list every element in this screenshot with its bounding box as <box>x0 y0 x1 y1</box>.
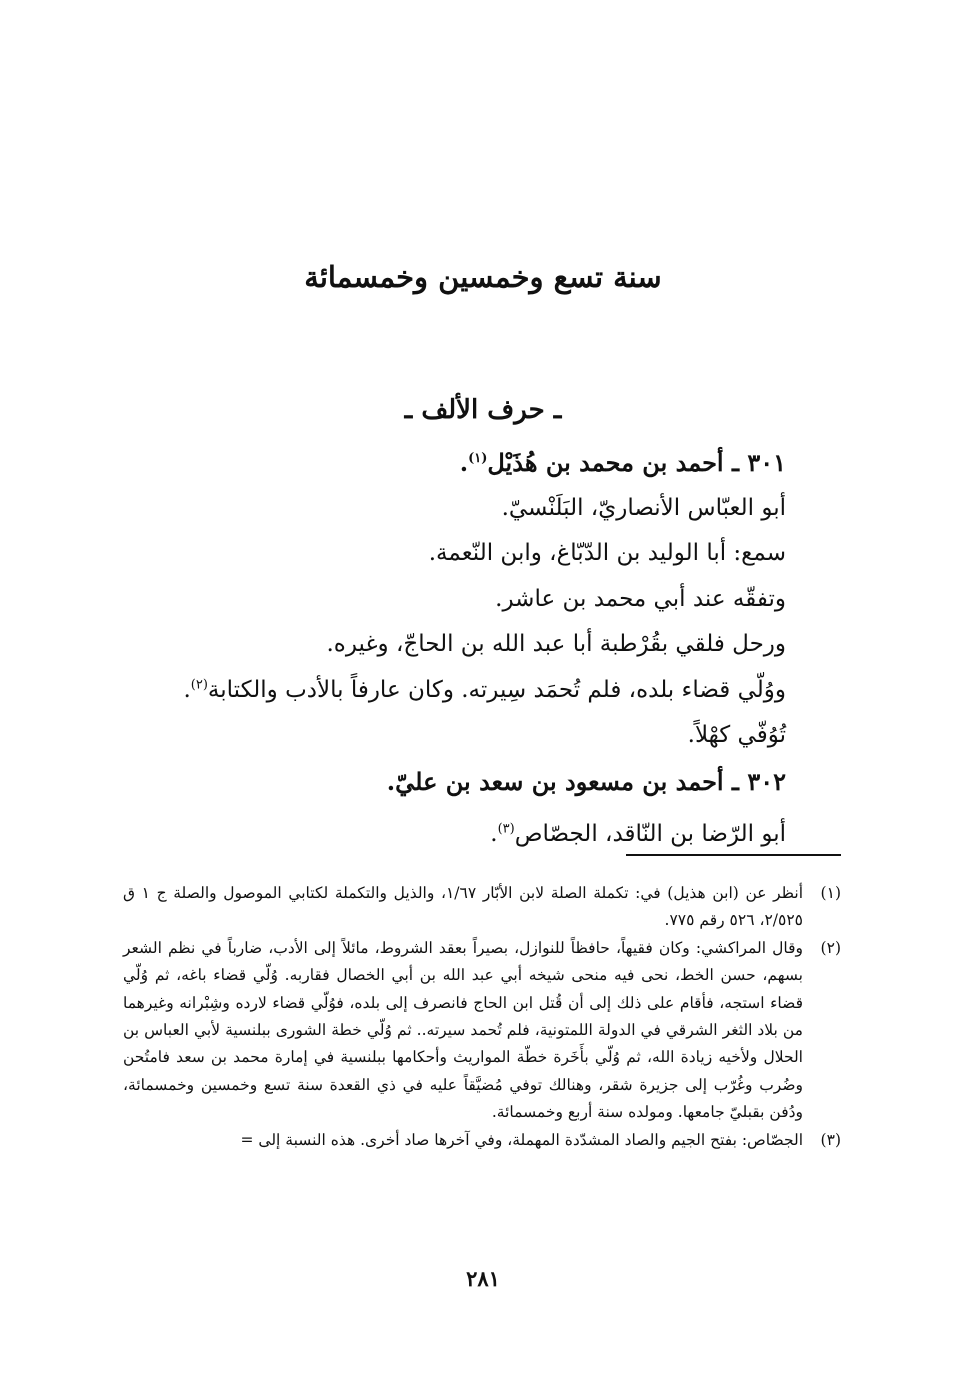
entry-line-teachers: سمع: أبا الوليد بن الدّبّاغ، وابن النّعمة. <box>428 540 786 566</box>
biography-entries <box>146 440 786 858</box>
entry-heading-end: . <box>459 448 469 477</box>
entry-line-end: . <box>183 676 191 703</box>
page-number: ٢٨١ <box>466 1266 500 1291</box>
entry-line-study: وتفقّه عند أبي محمد بن عاشر. <box>495 585 786 612</box>
footnote-divider <box>626 854 841 856</box>
entry-heading-302 <box>146 759 786 805</box>
footnote-1 <box>123 880 841 935</box>
footnote-text: الجصّاص: بفتح الجيم والصاد المشدّدة المهملة، وفي آخرها صاد أخرى. هذه النسبة إلى = <box>240 1130 803 1149</box>
entry-heading-text: ٣٠٢ ـ أحمد بن مسعود بن سعد بن عليّ. <box>386 766 786 796</box>
entry-line-kunya-text: أبو الرّضا بن النّاقد، الجصّاص <box>514 821 786 847</box>
footnote-3 <box>123 1127 841 1154</box>
footnote-2 <box>123 935 841 1127</box>
entry-line-kunya-302 <box>146 812 786 858</box>
entry-heading-301 <box>146 440 786 486</box>
entry-line-judgeship-text: ووُلّي قضاء بلده، فلم تُحمَد سِيرته. وكان عارفاً بالأدب والكتابة <box>207 676 786 703</box>
footnotes <box>123 880 841 1154</box>
footnote-number: (٢) <box>820 938 841 957</box>
footnote-ref[interactable]: (٢) <box>190 676 208 692</box>
entry-line-kunya: أبو العبّاس الأنصاريّ، البَلَنْسيّ. <box>501 494 786 521</box>
entry-line-death: تُوُفّي كهْلاً. <box>687 722 786 748</box>
footnote-ref[interactable]: (١) <box>468 451 488 466</box>
chapter-title: سنة تسع وخمسين وخمسمائة <box>304 260 662 294</box>
entry-heading-text: ٣٠١ ـ أحمد بن محمد بن هُذَيْل <box>487 448 786 477</box>
footnote-text: أنظر عن (ابن هذيل) في: تكملة الصلة لابن الأبّار ١/٦٧، والذيل والتكملة لكتابي الموصول والصلة ج ١ ق ٢/٥٢٥، ٥٢٦ رقم ٧٧٥. <box>123 884 804 930</box>
footnote-number: (٣) <box>820 1130 841 1149</box>
entry-line-judgeship <box>146 668 786 714</box>
entry-line-travel: ورحل فلقي بقُرْطبة أبا عبد الله بن الحاجّ، وغيره. <box>326 631 786 657</box>
footnote-text: وقال المراكشي: وكان فقيهاً، حافظاً للنوازل، بصيراً بعقد الشروط، مائلاً إلى الأدب، ضارباً في نظم الشعر بسهم، حسن الخط، نحى فيه منحى شيخه أبي عبد الله بن أبي الخصال فقاربه. وُلّي قضاء باغه، ثم وُلّي قضاء استجه، فأقام على ذلك إلى أن قُتل ابن الحاج فانصرف إلى بلده، فوُلّي قضاء لارده وشِبْرانه وغيرهما من بلاد الثغر الشرقي في الدولة اللمتونية، فلم تُحمد سيرته.. ثم وُلّي خطة الشورى ببلنسية لأبي العباس بن الحلال ولأخيه زيادة الله، ثم وُلّي بأَخَرة خطّة المواريث وأحكامها ببلنسية في إمارة محمد بن سعد فامتُحن وضُرب وغُرّب إلى جزيرة شقر، وهنالك توفي مُضيَّقاً عليه في ذي القعدة سنة تسع وخمسين وخمسمائة، ودُفن بقبليّ جامعها. ومولده سنة أربع وخمسمائة. <box>123 938 803 1122</box>
entry-line-end: . <box>490 821 498 847</box>
footnote-number: (١) <box>820 884 841 902</box>
footnote-ref[interactable]: (٣) <box>497 821 515 837</box>
section-title: ـ حرف الألف ـ <box>404 395 562 425</box>
